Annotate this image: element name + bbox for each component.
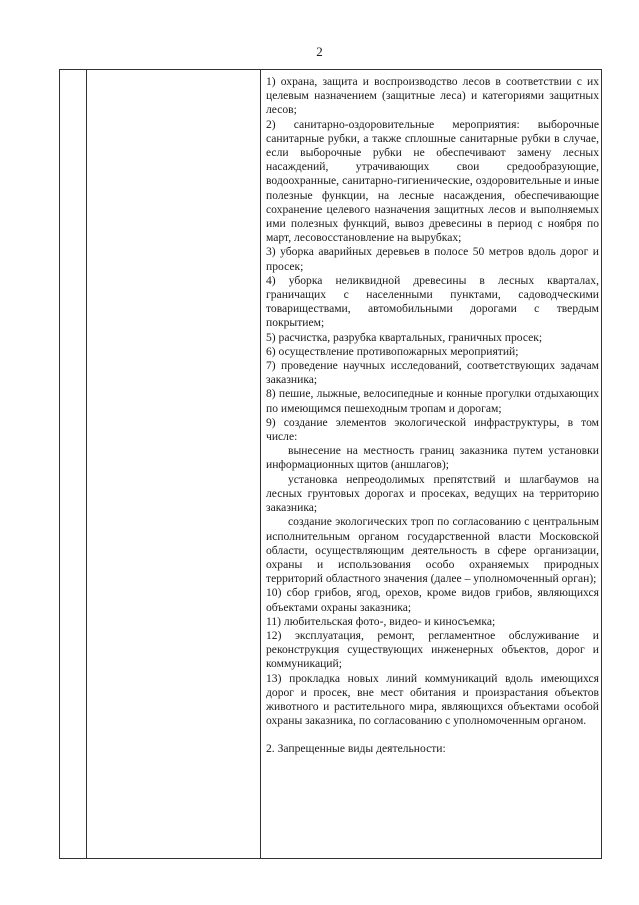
list-item: 4) уборка неликвидной древесины в лесных кварталах, граничащих с населенными пунктами, садоводческими товариществами, автомобильными дорогами с твердым покрытием; — [266, 273, 599, 330]
list-item: 12) эксплуатация, ремонт, регламентное обслуживание и реконструкция существующих инженерных объектов, дорог и коммуникаций; — [266, 628, 599, 671]
list-item: 1) охрана, защита и воспроизводство лесов в соответствии с их целевым назначением (защитные леса) и категориями защитных лесов; — [266, 75, 599, 117]
column-divider-2 — [260, 70, 261, 858]
list-subitem: вынесение на местность границ заказника путем установки информационных щитов (аншлагов); — [266, 444, 599, 472]
list-item: 13) прокладка новых линий коммуникаций вдоль имеющихся дорог и просек, вне мест обитания и произрастания объектов животного и растительного мира, являющихся объектами особой охраны заказника, по согласованию с уполномоченным органом. — [266, 671, 599, 728]
section-heading: 2. Запрещенные виды деятельности: — [266, 742, 446, 756]
list-item: 11) любительская фото-, видео- и киносъемка; — [266, 614, 496, 628]
list-item: 8) пешие, лыжные, велосипедные и конные прогулки отдыхающих по имеющимся пешеходным тропам и дорогам; — [266, 387, 599, 415]
list-item: 3) уборка аварийных деревьев в полосе 50 метров вдоль дорог и просек; — [266, 245, 599, 273]
list-item: 6) осуществление противопожарных мероприятий; — [266, 344, 519, 358]
page-number: 2 — [316, 44, 323, 59]
regulations-table — [59, 69, 602, 859]
list-item: 9) создание элементов экологической инфраструктуры, в том числе: — [266, 415, 599, 444]
list-subitem: создание экологических троп по согласованию с центральным исполнительным органом государственной власти Московской области, осуществляющим деятельность в сфере организации, охраны и использования особо охраняемых природных территорий областного значения (далее – уполномоченный орган); — [266, 515, 599, 586]
column-divider-1 — [86, 70, 87, 858]
list-subitem: установка непреодолимых препятствий и шлагбаумов на лесных грунтовых дорогах и просеках, ведущих на территорию заказника; — [266, 472, 599, 515]
list-item: 7) проведение научных исследований, соответствующих задачам заказника; — [266, 359, 599, 387]
list-item: 10) сбор грибов, ягод, орехов, кроме видов грибов, являющихся объектами охраны заказника; — [266, 586, 599, 614]
activities-cell — [266, 75, 599, 757]
list-item: 2) санитарно-оздоровительные мероприятия: выборочные санитарные рубки, а также сплошные санитарные рубки в случае, если выборочные рубки не обеспечивают замену лесных насаждений, утрачивающих свои средообразующие, водоохранные, санитарно-гигиенические, оздоровительные и иные полезные функции, на лесные насаждения, обеспечивающие сохранение целевого назначения защитных лесов и выполняемых ими полезных функций, вывоз древесины в период с ноября по март, лесовосстановление на вырубках; — [266, 117, 599, 245]
list-item: 5) расчистка, разрубка квартальных, граничных просек; — [266, 330, 543, 344]
